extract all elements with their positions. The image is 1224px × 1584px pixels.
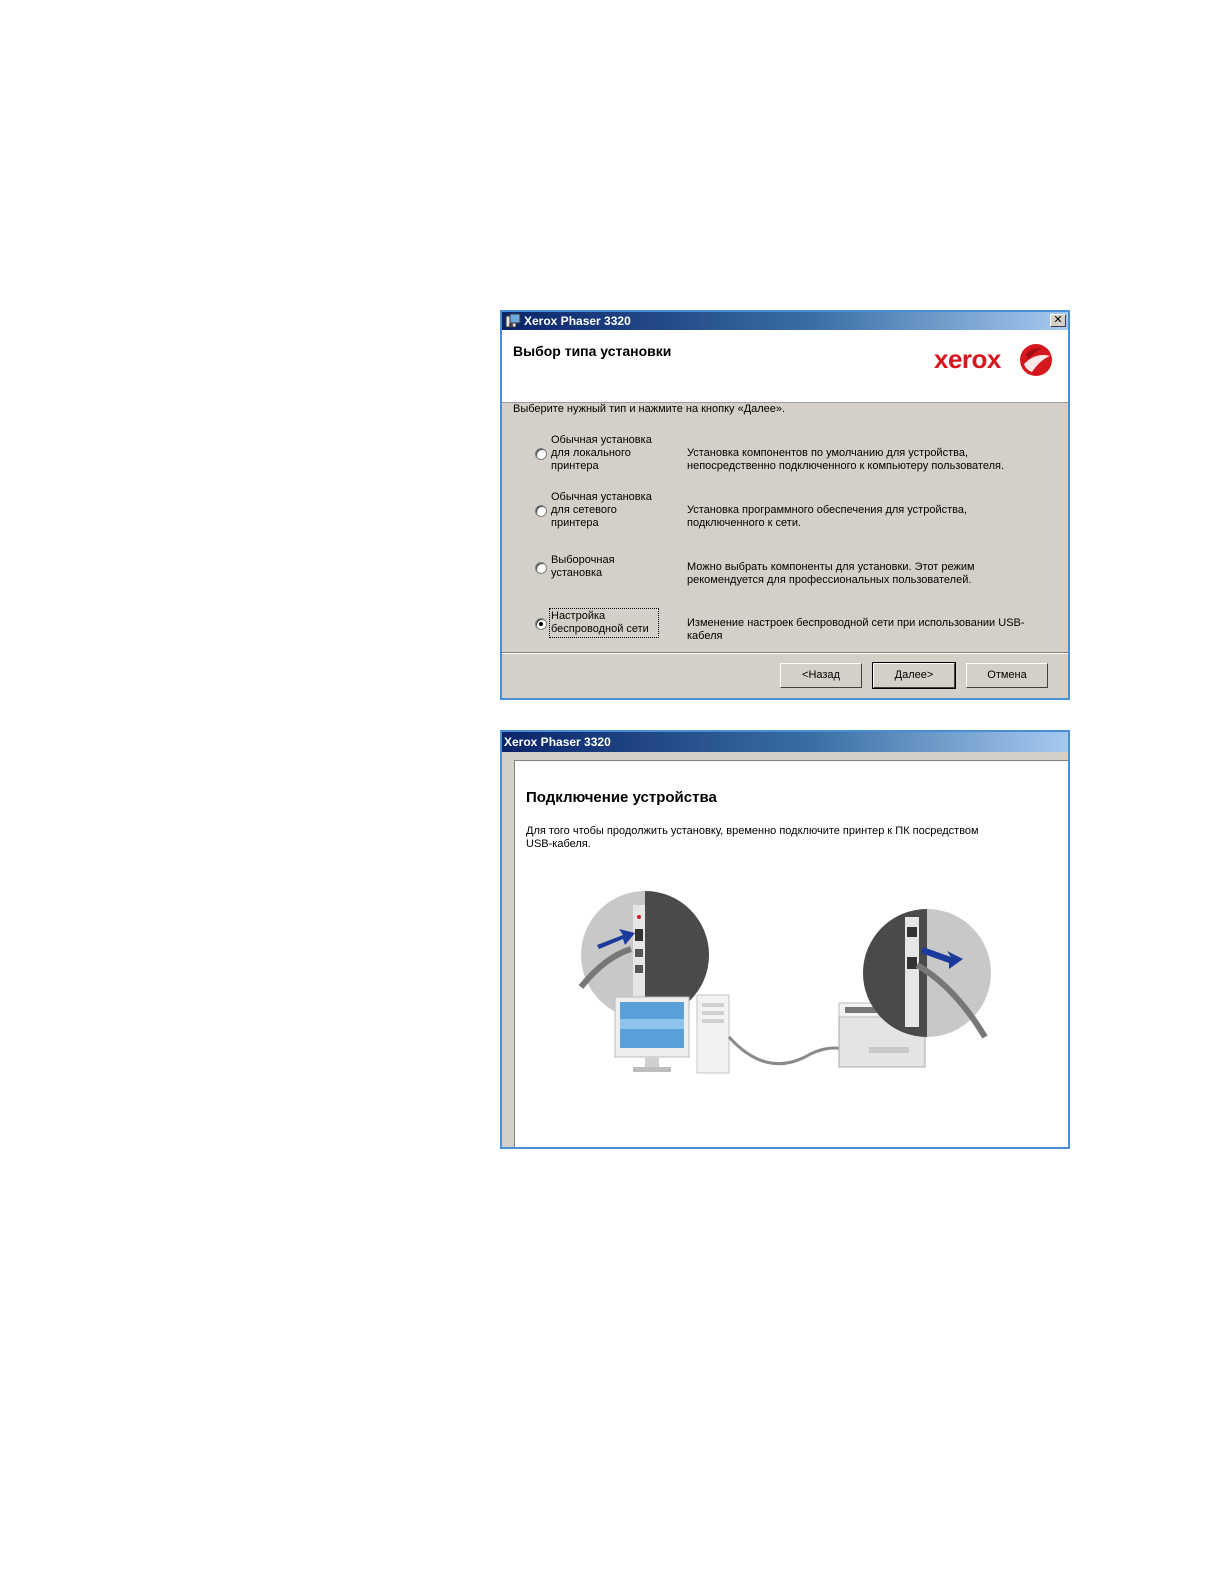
- usb-cable-icon: [729, 1037, 845, 1064]
- option-label[interactable]: Выборочная установка: [551, 554, 615, 579]
- button-separator: [502, 652, 1068, 654]
- logo-text: xerox: [934, 344, 1001, 374]
- option-label[interactable]: Настройка беспроводной сети: [551, 610, 657, 636]
- option-description: Установка компонентов по умолчанию для устройства, непосредственно подключенного к компьютеру пользователя.: [687, 447, 1005, 472]
- option-label[interactable]: Обычная установка для локального принтера: [551, 434, 652, 472]
- option-custom-install[interactable]: [502, 554, 1068, 600]
- radio-network-printer[interactable]: [535, 505, 547, 517]
- option-description: Изменение настроек беспроводной сети при использовании USB-кабеля: [687, 617, 1025, 642]
- back-button[interactable]: <Назад: [780, 663, 862, 688]
- xerox-ball-icon: [1018, 342, 1054, 378]
- connect-device-dialog: [500, 730, 1070, 1149]
- option-description: Можно выбрать компоненты для установки. Этот режим рекомендуется для профессиональных пользователей.: [687, 561, 975, 586]
- instruction-text: Выберите нужный тип и нажмите на кнопку «Далее».: [513, 403, 786, 415]
- printer-port-zoom-icon: [863, 909, 991, 1037]
- option-label[interactable]: Обычная установка для сетевого принтера: [551, 491, 652, 529]
- instruction-text: Для того чтобы продолжить установку, временно подключите принтер к ПК посредством USB-кабеля.: [526, 825, 979, 850]
- option-description: Установка программного обеспечения для устройства, подключенного к сети.: [687, 504, 968, 529]
- dialog-header: [502, 330, 1068, 403]
- page-title: Подключение устройства: [526, 789, 717, 806]
- option-network-printer[interactable]: [502, 491, 1068, 537]
- option-local-printer[interactable]: [502, 434, 1068, 480]
- installer-app-icon: [505, 313, 521, 329]
- title-bar: [502, 732, 1068, 752]
- install-type-dialog: [500, 310, 1070, 700]
- usb-connection-illustration: [575, 887, 1005, 1093]
- title-bar: [502, 312, 1068, 330]
- radio-custom-install[interactable]: [535, 562, 547, 574]
- pc-tower-icon: [697, 995, 729, 1073]
- monitor-icon: [615, 997, 689, 1072]
- cancel-button[interactable]: Отмена: [966, 663, 1048, 688]
- next-button[interactable]: Далее>: [873, 663, 955, 688]
- option-wireless-setup[interactable]: [502, 610, 1068, 656]
- xerox-logo: [934, 342, 1054, 382]
- radio-wireless-setup[interactable]: [535, 618, 547, 630]
- radio-local-printer[interactable]: [535, 448, 547, 460]
- window-title: Xerox Phaser 3320: [504, 735, 611, 749]
- window-title: Xerox Phaser 3320: [524, 314, 631, 328]
- page-title: Выбор типа установки: [513, 343, 672, 359]
- content-panel: [514, 760, 1068, 1147]
- close-button[interactable]: ✕: [1050, 314, 1066, 327]
